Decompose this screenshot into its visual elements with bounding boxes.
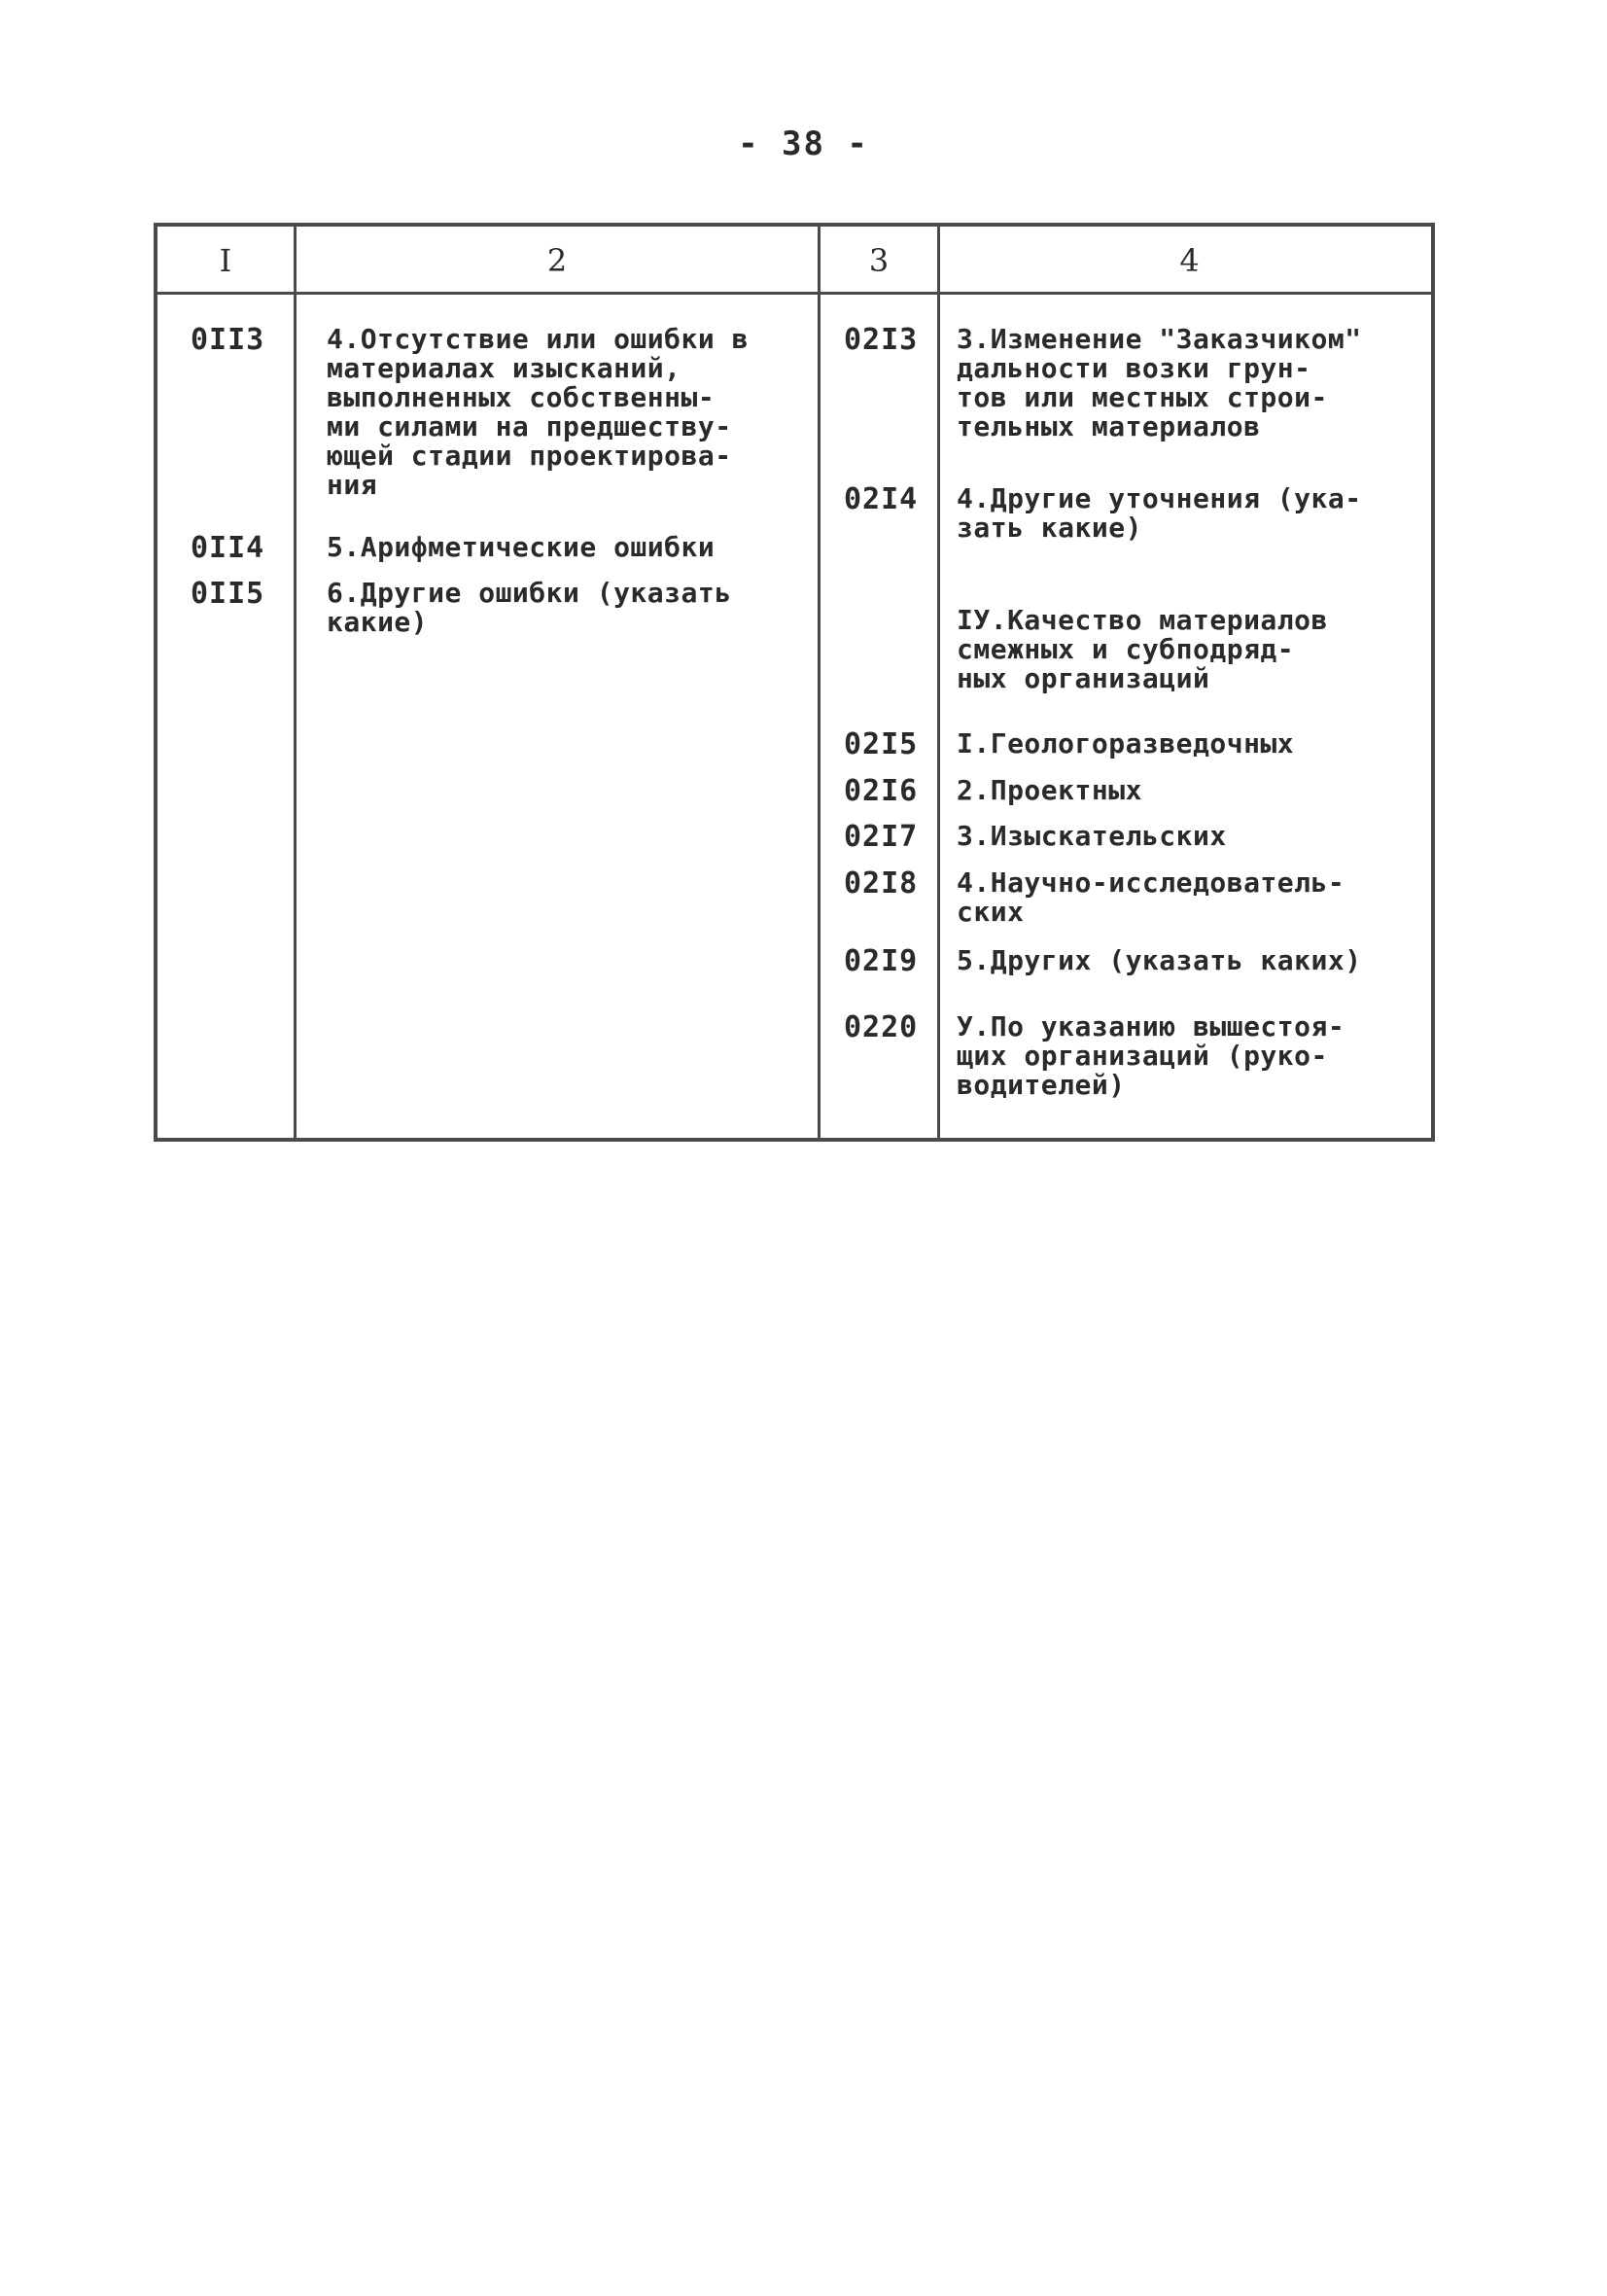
column-divider-2 bbox=[818, 227, 821, 1138]
item-col4: 2.Проектных bbox=[957, 774, 1142, 806]
code-col3: 02I6 bbox=[844, 774, 919, 808]
column-divider-3 bbox=[937, 227, 940, 1138]
header-col-3: 3 bbox=[868, 242, 890, 279]
item-col2: 4.Отсутствие или ошибки в материалах изысканий, выполненных собственны- ми силами на предшеству- ющей стадии проектирова- ния bbox=[327, 323, 749, 501]
section-heading-col4: IУ.Качество материалов смежных и субподряд- ных организаций bbox=[957, 604, 1328, 694]
code-col1: 0II4 bbox=[191, 531, 265, 565]
item-col2: 6.Другие ошибки (указать какие) bbox=[327, 577, 732, 638]
item-col4: 3.Изменение "Заказчиком" дальности возки грун- тов или местных строи- тельных материалов bbox=[957, 323, 1362, 442]
item-col4: У.По указанию вышестоя- щих организаций (руко- водителей) bbox=[957, 1010, 1345, 1101]
code-col3: 02I8 bbox=[844, 866, 919, 901]
item-col4: 4.Научно-исследователь- ских bbox=[957, 866, 1345, 928]
header-col-2: 2 bbox=[546, 242, 568, 279]
code-col3: 0220 bbox=[844, 1010, 919, 1044]
header-divider bbox=[157, 292, 1431, 295]
item-col2: 5.Арифметические ошибки bbox=[327, 531, 716, 563]
code-col3: 02I5 bbox=[844, 727, 919, 761]
code-col3: 02I4 bbox=[844, 482, 919, 516]
page-number: - 38 - bbox=[738, 124, 869, 163]
item-col4: I.Геологоразведочных bbox=[957, 727, 1295, 759]
code-col1: 0II3 bbox=[191, 323, 265, 357]
item-col4: 4.Другие уточнения (ука- зать какие) bbox=[957, 482, 1362, 544]
item-col4: 3.Изыскательских bbox=[957, 820, 1227, 852]
header-col-4: 4 bbox=[1179, 242, 1200, 279]
code-col3: 02I9 bbox=[844, 944, 919, 978]
code-col3: 02I7 bbox=[844, 820, 919, 854]
item-col4: 5.Других (указать каких) bbox=[957, 944, 1362, 976]
code-col3: 02I3 bbox=[844, 323, 919, 357]
code-col1: 0II5 bbox=[191, 577, 265, 611]
data-table bbox=[154, 223, 1435, 1142]
header-col-1: I bbox=[219, 242, 232, 279]
column-divider-1 bbox=[294, 227, 297, 1138]
